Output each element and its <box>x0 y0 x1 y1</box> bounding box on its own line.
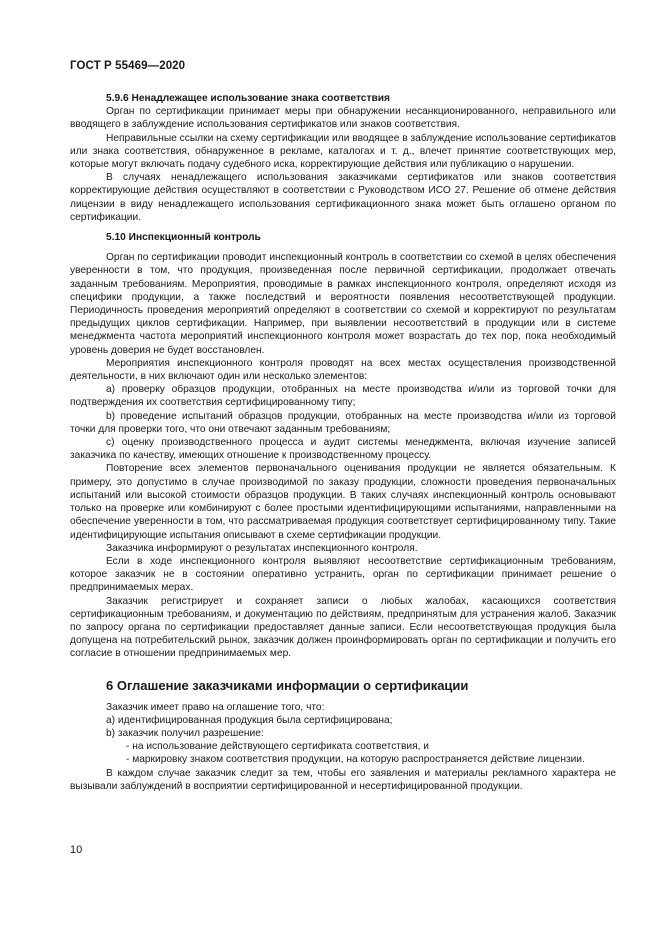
paragraph: Заказчик регистрирует и сохраняет записи о любых жалобах, касающихся соответствия сертификационным требованиям, и документацию по действиям, предпринятым для устранения жалоб. Заказчик по запросу органа по сертификации предоставляет данные записи. Если несоответствующая продукция была допущена на потребительский рынок, заказчик должен проинформировать орган по сертификации и получить его согласие в отношении предпринимаемых мер. <box>70 595 616 660</box>
section-6-heading: 6 Оглашение заказчиками информации о сертификации <box>106 677 469 693</box>
paragraph: Мероприятия инспекционного контроля проводят на всех местах осуществления производственной деятельности, в них включают один или несколько элементов: <box>70 357 616 383</box>
list-item-a: а) идентифицированная продукция была сертифицирована; <box>106 714 393 726</box>
dash-item: - маркировку знаком соответствия продукции, на которую распространяется действие лицензии. <box>126 754 585 766</box>
paragraph: Если в ходе инспекционного контроля выявляют несоответствие сертификационным требованиям, которое заказчик не в состоянии оперативно устранить, орган по сертификации принимает решение о предпринимаемых мерах. <box>70 555 616 594</box>
paragraph: В случаях ненадлежащего использования заказчиками сертификатов или знаков соответствия корректирующие действия осуществляют в соответствии с Руководством ИСО 27. Решение об отмене действия лицензии в виду ненадлежащего использования сертификационного знака может быть оглашено органом по сертификации. <box>70 172 616 223</box>
list-item-b: b) проведение испытаний образцов продукции, отобранных на месте производства и/или из торговой точки для проверки того, что они отвечают заданным требованиям; <box>70 410 616 435</box>
paragraph: Заказчик имеет право на оглашение того, что: <box>106 701 325 713</box>
paragraph: Орган по сертификации проводит инспекционный контроль в соответствии со схемой в целях обеспечения уверенности в том, что продукция, произведенная после первичной сертификации, продолжает отвечать заданным требованиям. Мероприятия, проводимые в рамках инспекционного контроля, определяют исходя из специфики продукции, а также последствий и вероятности появления несоответствующей продукции. Периодичность проведения мероприятий определяют в соответствии со схемой и корректируют по результатам предыдущих циклов сертификации. Например, при выявлении несоответствий в продукции или в системе менеджмента частота мероприятий инспекционного контроля может возрастать до тех пор, пока необходимый уровень доверия не будет восстановлен. <box>70 252 616 356</box>
list-item-a: а) проверку образцов продукции, отобранных на месте производства и/или из торговой точки для подтверждения их соответствия сертифицированному типу; <box>70 384 616 409</box>
dash-item: - на использование действующего сертификата соответствия, и <box>126 741 429 753</box>
paragraph: Повторение всех элементов первоначального оценивания продукции не является обязательным. К примеру, это допустимо в случае производимой по заказу продукции, сложности проведения первоначальных испытаний или высокой стоимости образцов продукции. В таких случаях инспекционный контроль основывают только на проверке или комбинируют с более простыми идентифицирующими испытаниями, направленными на обеспечение уверенности в том, что рассматриваемая продукция соответствует сертифицированному типу. Такие идентифицирующие испытания описывают в схеме сертификации продукции. <box>70 463 616 541</box>
section-5-10-heading: 5.10 Инспекционный контроль <box>106 232 261 244</box>
paragraph: Заказчика информируют о результатах инспекционного контроля. <box>106 542 418 554</box>
paragraph: Неправильные ссылки на схему сертификации или вводящее в заблуждение использование сертификатов или знака соответствия, обнаруженное в рекламе, каталогах и т. д., влечет принятие соответствующих мер, которые могут включать подачу судебного иска, корректирующие действия или публикацию о нарушении. <box>70 132 616 171</box>
section-5-9-6-heading: 5.9.6 Ненадлежащее использование знака соответствия <box>106 93 390 104</box>
paragraph: Орган по сертификации принимает меры при обнаружении несанкционированного, неправильного или вводящего в заблуждение использования сертификатов или знаков соответствия. <box>70 106 616 131</box>
list-item-b: b) заказчик получил разрешение: <box>106 727 264 739</box>
paragraph: В каждом случае заказчик следит за тем, чтобы его заявления и материалы рекламного характера не вызывали заблуждений в восприятии сертифицированной и несертифицированной продукции. <box>70 767 616 792</box>
page-content <box>70 92 616 793</box>
standard-code-header: ГОСТ Р 55469—2020 <box>70 60 186 72</box>
list-item-c: с) оценку производственного процесса и аудит системы менеджмента, включая изучение записей заказчика по качеству, имеющих отношение к производственному процессу. <box>70 437 616 462</box>
page-number: 10 <box>70 844 83 856</box>
